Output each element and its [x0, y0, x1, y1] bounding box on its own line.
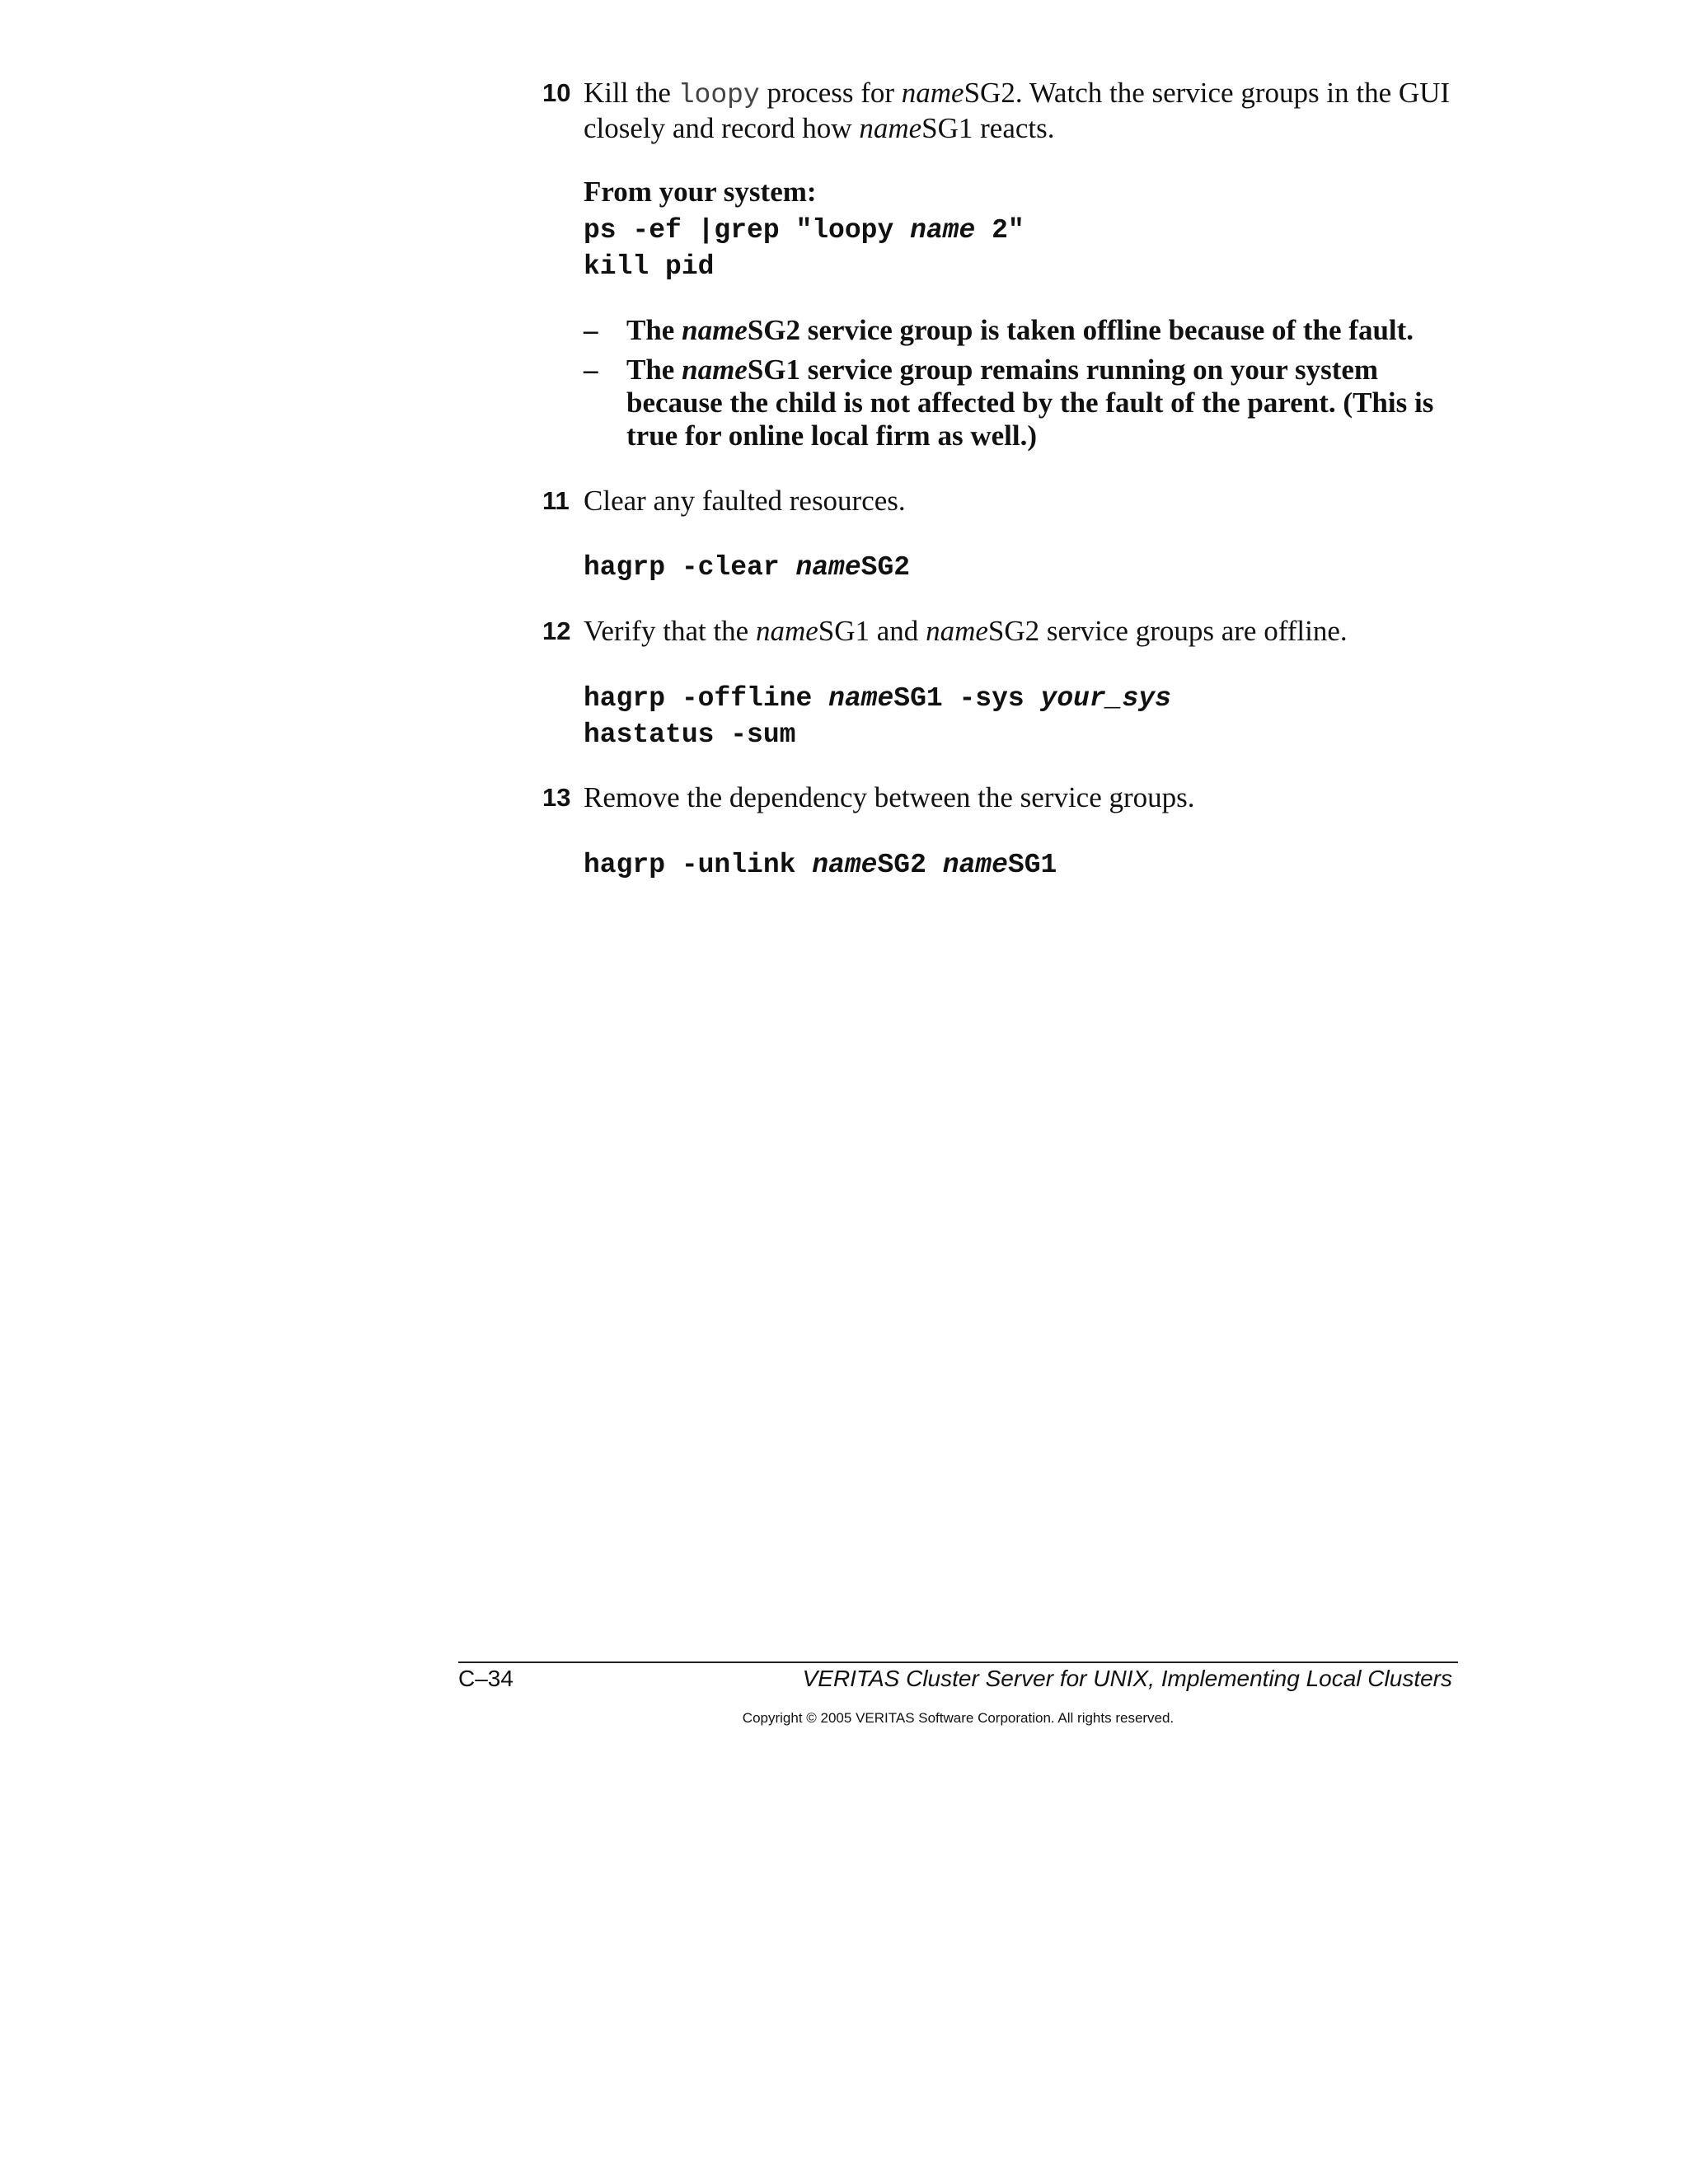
dash-marker: –	[584, 354, 598, 386]
step-number: 12	[542, 616, 571, 645]
command-line: hagrp -clear nameSG2	[584, 552, 911, 583]
placeholder-text: your_sys	[1040, 683, 1171, 714]
footer-divider	[458, 1661, 1458, 1663]
placeholder-text: name	[812, 850, 878, 880]
placeholder-text: name	[795, 552, 861, 583]
step-instruction: Remove the dependency between the service groups.	[584, 781, 1195, 813]
placeholder-text: name	[682, 354, 748, 386]
step-number: 10	[542, 78, 571, 107]
placeholder-text: name	[910, 215, 976, 246]
inline-code: loopy	[678, 80, 760, 110]
placeholder-text: name	[828, 683, 894, 714]
command-line: hastatus -sum	[584, 719, 796, 750]
dash-marker: –	[584, 314, 598, 346]
bullet-text: The nameSG2 service group is taken offline because of the fault.	[626, 314, 1414, 346]
bullet-text: The nameSG1 service group remains running on your system because the child is not affected by the fault of the parent. (This is true for online local firm as well.)	[626, 354, 1434, 452]
placeholder-text: name	[942, 850, 1008, 880]
command-line: ps -ef |grep "loopy name 2"	[584, 215, 1025, 246]
placeholder-text: name	[926, 615, 988, 647]
command-line: kill pid	[584, 251, 715, 282]
copyright-notice: Copyright © 2005 VERITAS Software Corporation. All rights reserved.	[742, 1710, 1175, 1726]
placeholder-text: name	[755, 615, 818, 647]
book-title: VERITAS Cluster Server for UNIX, Implementing Local Clusters	[802, 1666, 1452, 1691]
command-line: hagrp -unlink nameSG2 nameSG1	[584, 850, 1057, 880]
page-number: C–34	[458, 1666, 513, 1691]
sub-heading: From your system:	[584, 176, 817, 208]
command-line: hagrp -offline nameSG1 -sys your_sys	[584, 683, 1171, 714]
step-number: 11	[542, 486, 570, 515]
step-instruction: Kill the loopy process for nameSG2. Watch the service groups in the GUI closely and record how nameSG1 reacts.	[584, 77, 1451, 144]
step-instruction: Verify that the nameSG1 and nameSG2 service groups are offline.	[584, 615, 1348, 647]
placeholder-text: name	[901, 77, 964, 109]
step-number: 13	[542, 783, 571, 812]
placeholder-text: name	[682, 314, 748, 346]
placeholder-text: name	[859, 112, 922, 144]
step-instruction: Clear any faulted resources.	[584, 485, 906, 517]
